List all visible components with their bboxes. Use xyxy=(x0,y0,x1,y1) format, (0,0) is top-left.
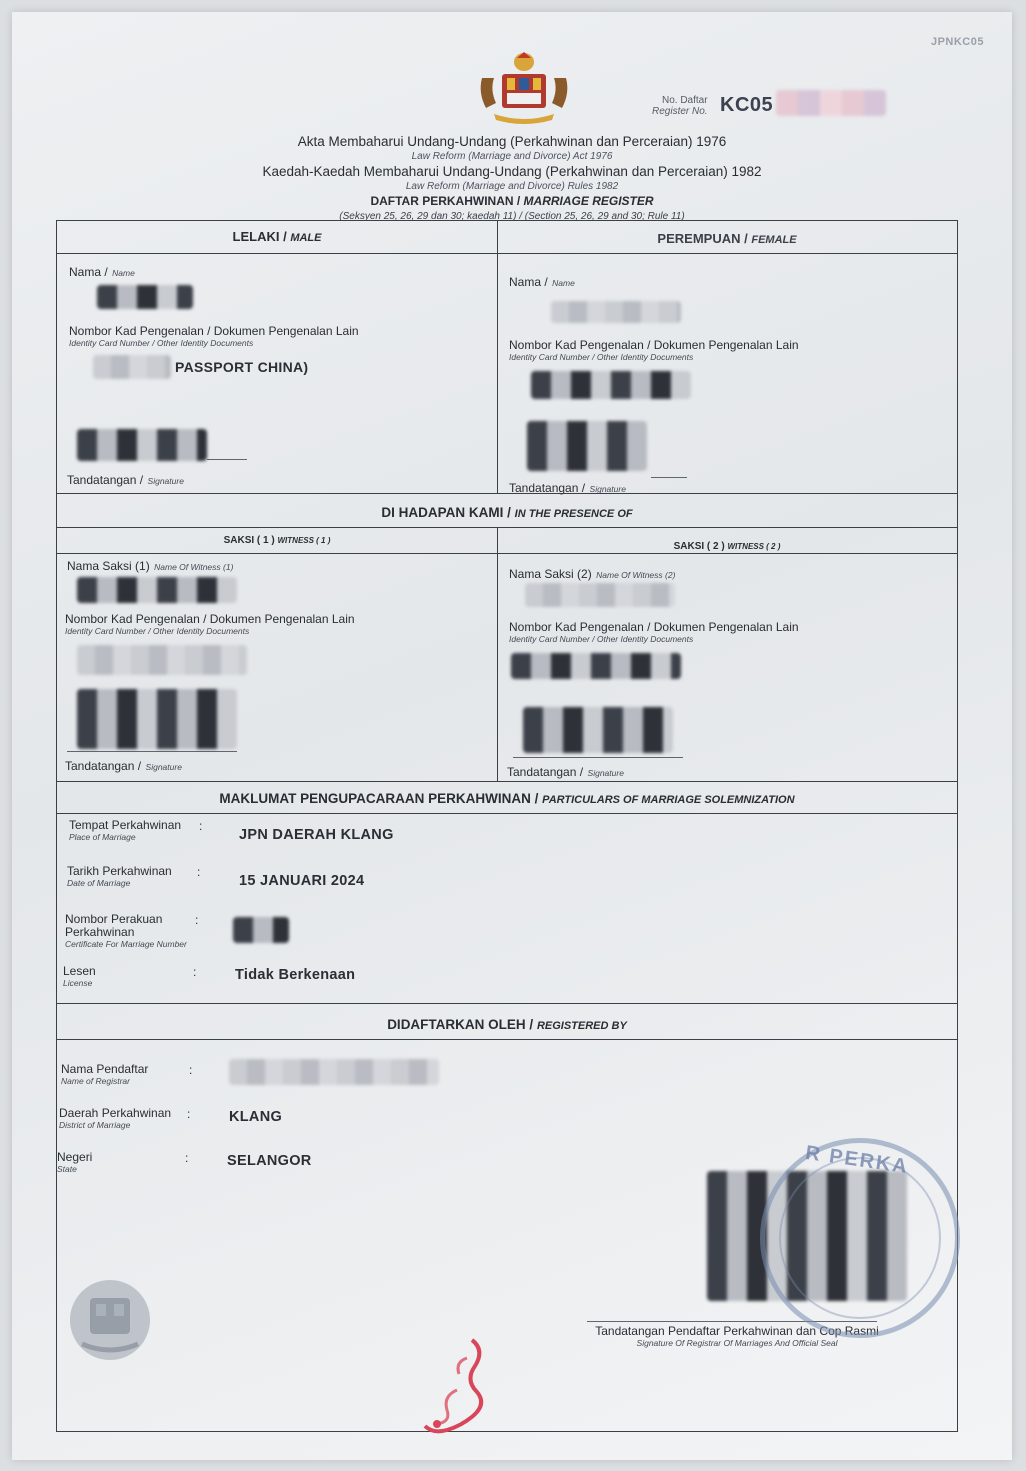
colon: : xyxy=(187,1107,191,1121)
sections-reference: (Seksyen 25, 26, 29 dan 30; kaedah 11) / (Section 25, 26, 29 and 30; Rule 11) xyxy=(339,211,685,222)
seal-inner-ring xyxy=(779,1157,941,1319)
divider xyxy=(57,813,957,814)
divider xyxy=(57,781,957,782)
witness-1-signature-line xyxy=(67,751,237,752)
registrar-signature-label: Tandatangan Pendaftar Perkahwinan dan Cop Rasmi Signature Of Registrar Of Marriages And Official Seal xyxy=(595,1324,879,1348)
witness-2-signature-line xyxy=(513,757,683,758)
place-of-marriage-label: Tempat Perkahwinan Place of Marriage xyxy=(69,818,182,842)
witness-2-signature-label: Tandatangan / Signature xyxy=(507,765,624,779)
witness-1-id-label: Nombor Kad Pengenalan / Dokumen Pengenalan Lain Identity Card Number / Other Identity Documents xyxy=(65,612,355,636)
document-header xyxy=(12,134,1012,224)
license-label: Lesen License xyxy=(63,964,96,988)
watermark-emblem xyxy=(62,1274,158,1366)
colon: : xyxy=(195,913,199,927)
colon: : xyxy=(199,819,203,833)
male-id-label: Nombor Kad Pengenalan / Dokumen Pengenalan Lain Identity Card Number / Other Identity Documents xyxy=(69,324,359,348)
redacted-male-signature xyxy=(77,429,207,461)
divider xyxy=(57,553,957,554)
female-signature-line xyxy=(651,477,687,478)
redacted-witness-1-signature xyxy=(77,689,237,749)
colon: : xyxy=(185,1151,189,1165)
state-value: SELANGOR xyxy=(227,1153,312,1169)
register-number-label: No. Daftar Register No. xyxy=(652,94,708,117)
female-name-label: Nama / Name xyxy=(509,275,575,289)
female-signature-label: Tandatangan / Signature xyxy=(509,481,626,495)
redacted-certificate-number xyxy=(233,917,289,943)
registered-by-section-title: DIDAFTARKAN OLEH / REGISTERED BY xyxy=(387,1017,627,1032)
redacted-male-name xyxy=(97,285,193,309)
license-value: Tidak Berkenaan xyxy=(235,967,356,983)
divider xyxy=(497,527,498,781)
presence-section-title: DI HADAPAN KAMI / IN THE PRESENCE OF xyxy=(381,505,633,520)
male-signature-label: Tandatangan / Signature xyxy=(67,473,184,487)
act-title-english: Law Reform (Marriage and Divorce) Act 1976 xyxy=(411,151,613,162)
register-number-value: KC05 xyxy=(720,94,774,116)
female-id-label: Nombor Kad Pengenalan / Dokumen Pengenalan Lain Identity Card Number / Other Identity Documents xyxy=(509,338,799,362)
act-title: Akta Membaharui Undang-Undang (Perkahwinan dan Perceraian) 1976 xyxy=(297,134,727,149)
colon: : xyxy=(193,965,197,979)
state-label: Negeri State xyxy=(57,1150,93,1174)
district-label: Daerah Perkahwinan District of Marriage xyxy=(59,1106,172,1130)
divider xyxy=(57,493,957,494)
colon: : xyxy=(189,1063,193,1077)
divider xyxy=(57,527,957,528)
male-name-label: Nama / Name xyxy=(69,265,135,279)
redacted-male-id xyxy=(93,355,171,379)
district-value: KLANG xyxy=(229,1109,283,1125)
coat-of-arms-emblem xyxy=(474,48,574,126)
redacted-register-suffix xyxy=(776,90,886,116)
registrar-name-label: Nama Pendaftar Name of Registrar xyxy=(61,1062,149,1086)
redacted-female-signature xyxy=(527,421,647,471)
official-seal xyxy=(760,1138,960,1338)
witness-2-id-label: Nombor Kad Pengenalan / Dokumen Pengenalan Lain Identity Card Number / Other Identity Documents xyxy=(509,620,799,644)
colon: : xyxy=(197,865,201,879)
witness-1-title: SAKSI ( 1 ) WITNESS ( 1 ) xyxy=(223,535,331,546)
rules-title-english: Law Reform (Marriage and Divorce) Rules 1982 xyxy=(405,181,619,192)
male-signature-line xyxy=(207,459,247,460)
solemnization-section-title: MAKLUMAT PENGUPACARAAN PERKAHWINAN / PARTICULARS OF MARRIAGE SOLEMNIZATION xyxy=(219,791,795,806)
male-id-value: PASSPORT CHINA) xyxy=(175,359,309,375)
divider xyxy=(497,221,498,493)
certificate-number-label: Nombor Perakuan Perkahwinan Certificate For Marriage Number xyxy=(65,912,187,949)
witness-2-name-label: Nama Saksi (2) Name Of Witness (2) xyxy=(509,567,676,581)
witness-1-name-label: Nama Saksi (1) Name Of Witness (1) xyxy=(67,559,234,573)
redacted-female-name xyxy=(551,301,681,323)
female-section-title: PEREMPUAN / FEMALE xyxy=(657,231,797,246)
document-title: DAFTAR PERKAHWINAN / MARRIAGE REGISTER xyxy=(370,194,654,208)
place-of-marriage-value: JPN DAERAH KLANG xyxy=(239,827,394,843)
redacted-witness-1-name xyxy=(77,577,237,603)
redacted-witness-2-id xyxy=(511,653,681,679)
rules-title: Kaedah-Kaedah Membaharui Undang-Undang (Perkahwinan dan Perceraian) 1982 xyxy=(262,164,762,179)
marriage-register-document xyxy=(12,12,1012,1460)
date-of-marriage-value: 15 JANUARI 2024 xyxy=(239,873,365,889)
divider xyxy=(57,1003,957,1004)
witness-2-title: SAKSI ( 2 ) WITNESS ( 2 ) xyxy=(673,541,781,552)
decorative-ornament xyxy=(417,1330,497,1440)
redacted-registrar-name xyxy=(229,1059,439,1085)
witness-1-signature-label: Tandatangan / Signature xyxy=(65,759,182,773)
divider xyxy=(57,1039,957,1040)
redacted-witness-2-name xyxy=(525,583,675,607)
divider xyxy=(57,253,957,254)
redacted-witness-2-signature xyxy=(523,707,673,753)
seal-text: R PERKA xyxy=(804,1141,911,1179)
redacted-witness-1-id xyxy=(77,645,247,675)
register-number xyxy=(652,94,773,117)
form-code: JPNKC05 xyxy=(930,36,984,48)
male-section-title: LELAKI / MALE xyxy=(232,229,322,244)
redacted-female-id xyxy=(531,371,691,399)
date-of-marriage-label: Tarikh Perkahwinan Date of Marriage xyxy=(67,864,172,888)
